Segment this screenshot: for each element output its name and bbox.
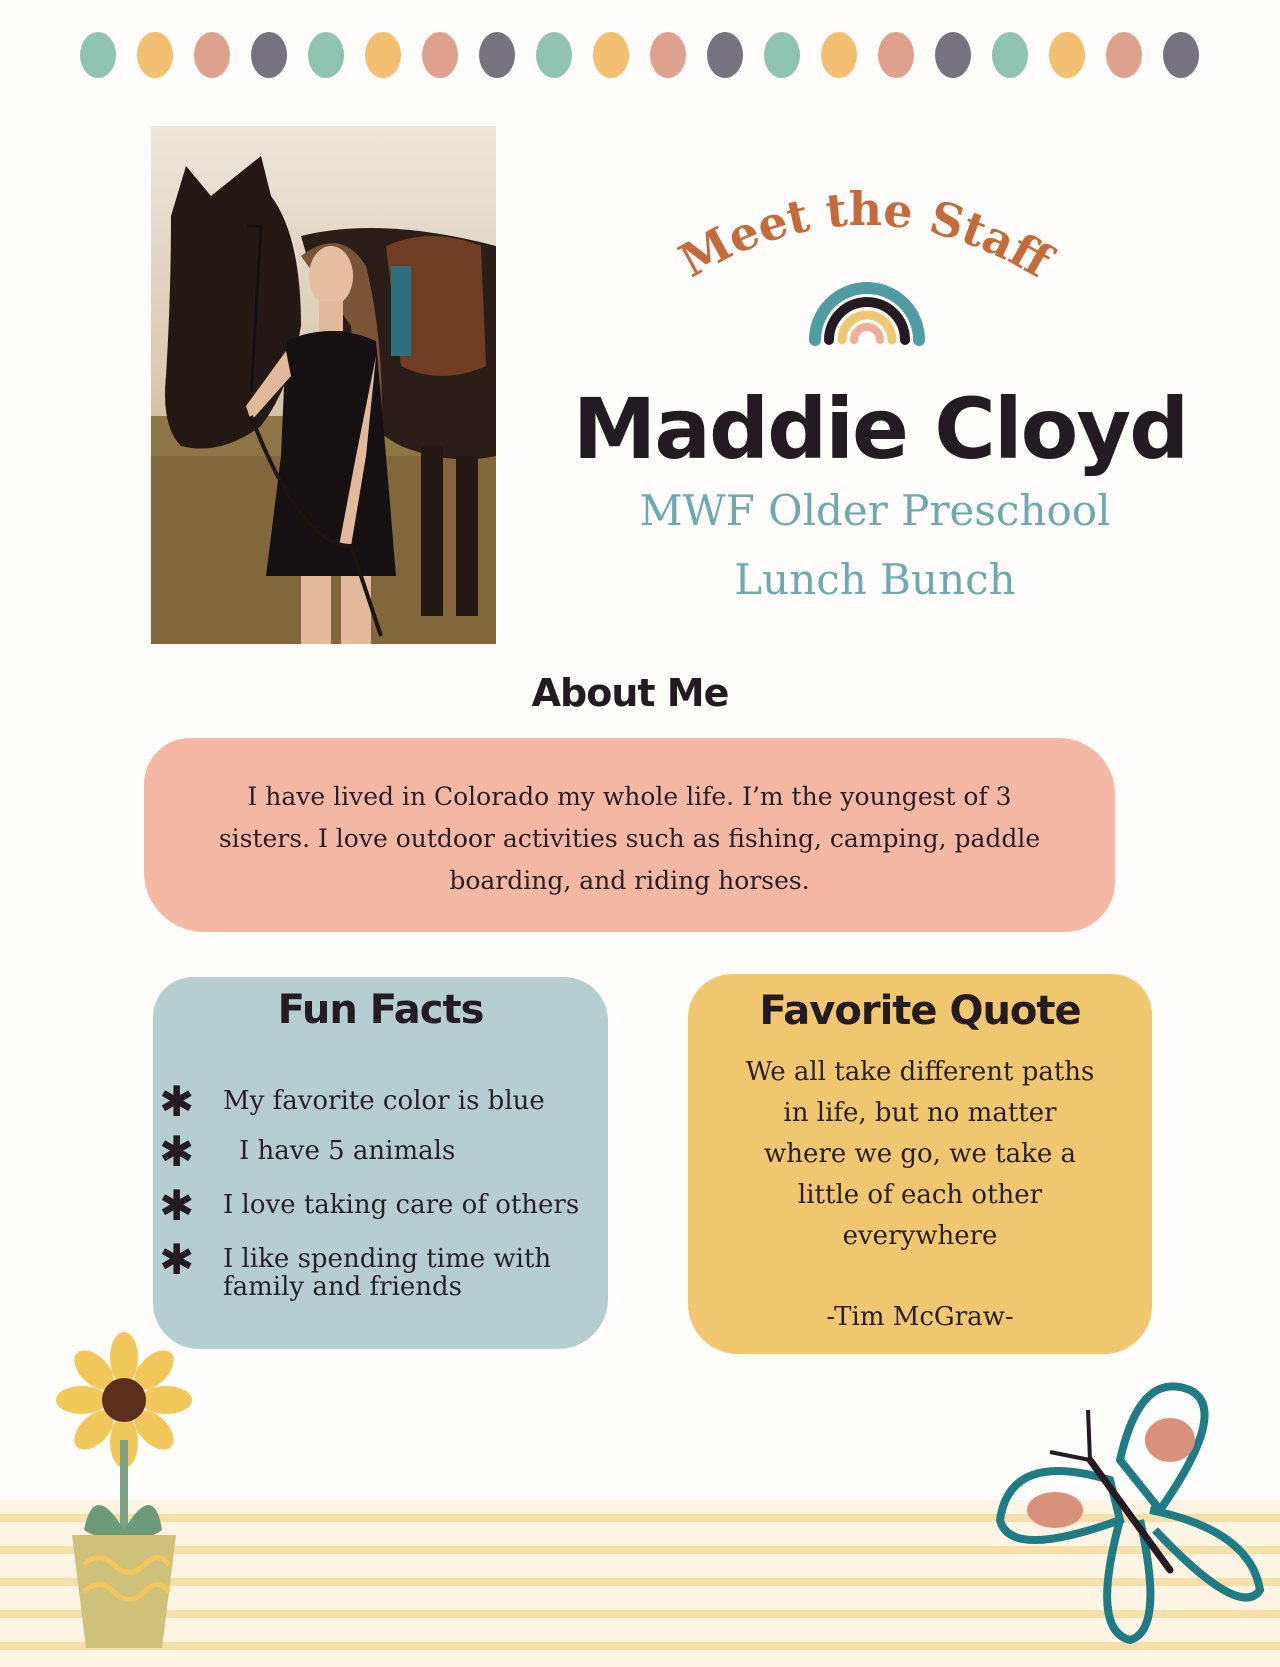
quote-line: where we go, we take a <box>764 1139 1076 1169</box>
decorative-dot <box>1049 32 1085 78</box>
butterfly-icon <box>990 1370 1270 1650</box>
decorative-dot <box>1163 32 1199 78</box>
about-me-card <box>144 738 1115 932</box>
about-me-line-2: sisters. I love outdoor activities such as fishing, camping, paddle <box>218 824 1041 853</box>
fun-fact-text: I have 5 animals <box>239 1136 456 1166</box>
decorative-dot <box>536 32 572 78</box>
fun-facts-heading: Fun Facts <box>277 987 484 1033</box>
fun-facts-card <box>153 977 608 1349</box>
about-me-line-1: I have lived in Colorado my whole life. I’m the youngest of 3 <box>247 782 1012 811</box>
decorative-dot <box>251 32 287 78</box>
about-me-heading: About Me <box>531 671 729 715</box>
decorative-dot <box>992 32 1028 78</box>
decorative-dot <box>821 32 857 78</box>
decorative-dot <box>764 32 800 78</box>
favorite-quote-card <box>688 974 1152 1354</box>
fun-fact-text: I like spending time with family and friends <box>223 1244 552 1302</box>
quote-line: in life, but no matter <box>783 1098 1057 1128</box>
rainbow-icon <box>815 288 919 340</box>
decorative-dot <box>308 32 344 78</box>
decorative-dot <box>137 32 173 78</box>
quote-line: little of each other <box>797 1180 1043 1210</box>
decorative-dot <box>593 32 629 78</box>
decorative-dot <box>194 32 230 78</box>
asterisk-icon: ✱ <box>159 1181 195 1230</box>
staff-role-line-2: Lunch Bunch <box>734 555 1016 604</box>
quote-line: everywhere <box>842 1221 998 1251</box>
decorative-dot <box>650 32 686 78</box>
staff-photo <box>151 126 496 644</box>
decorative-dot <box>80 32 116 78</box>
asterisk-icon: ✱ <box>159 1235 195 1284</box>
asterisk-icon: ✱ <box>159 1077 195 1126</box>
fun-fact-text: I love taking care of others <box>223 1190 580 1220</box>
staff-role-line-1: MWF Older Preschool <box>639 486 1111 535</box>
favorite-quote-text <box>728 1052 1112 1257</box>
favorite-quote-heading: Favorite Quote <box>759 988 1081 1034</box>
decorative-dot <box>479 32 515 78</box>
quote-line: We all take different paths <box>745 1057 1095 1087</box>
meet-the-staff-kicker <box>670 182 1063 290</box>
kicker-text: Meet the Staff <box>670 181 1061 289</box>
decorative-dot <box>935 32 971 78</box>
quote-author: -Tim McGraw- <box>826 1302 1014 1332</box>
staff-name: Maddie Cloyd <box>572 380 1188 478</box>
decorative-dot <box>878 32 914 78</box>
meet-the-staff-header <box>630 160 1100 350</box>
about-me-line-3: boarding, and riding horses. <box>449 866 810 895</box>
sunflower-icon <box>44 1330 204 1660</box>
fun-fact-text: My favorite color is blue <box>223 1086 545 1116</box>
decorative-dot-row <box>80 32 1200 78</box>
horse-photo-icon <box>151 126 496 644</box>
decorative-dot <box>1106 32 1142 78</box>
decorative-dot <box>365 32 401 78</box>
decorative-dot <box>707 32 743 78</box>
decorative-dot <box>422 32 458 78</box>
asterisk-icon: ✱ <box>159 1127 195 1176</box>
